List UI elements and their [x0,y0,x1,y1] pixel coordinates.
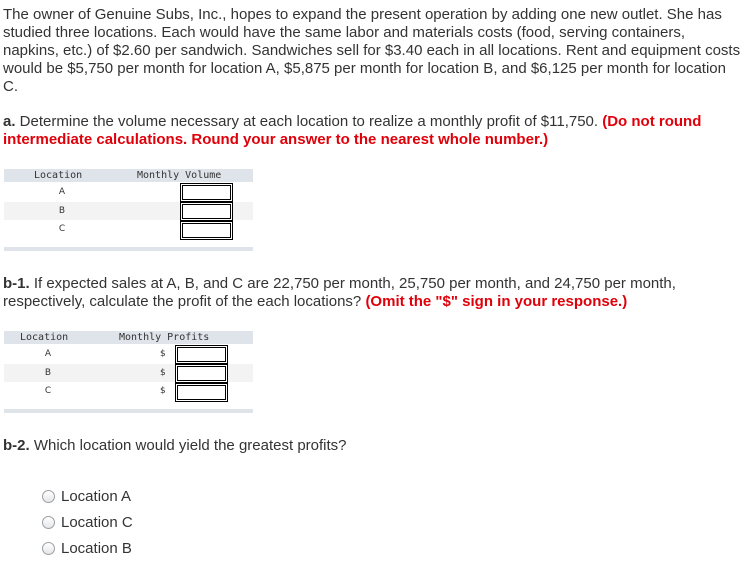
part-a-text: Determine the volume necessary at each location to realize a monthly profit of $11,750. [15,113,603,130]
option-label: Location A [61,488,132,505]
profits-table-footer [4,409,253,413]
location-column-header: Location [34,170,83,181]
volume-table-footer [4,247,253,251]
currency-symbol: $ [160,349,166,359]
location-label-b: B [44,368,52,378]
volume-input-c[interactable] [180,221,233,240]
location-label-c: C [58,224,66,234]
currency-symbol: $ [160,386,166,396]
profit-input-c[interactable] [175,383,228,402]
part-b1-instruction: (Omit the "$" sign in your response.) [365,293,628,310]
monthly-profits-column-header: Monthly Profits [119,332,210,343]
location-label-a: A [44,349,52,359]
location-label-a: A [58,187,66,197]
part-b1-question [3,275,745,311]
volume-table-header [4,169,253,182]
volume-input-b[interactable] [180,202,233,221]
part-b2-question [3,437,745,455]
option-label: Location C [61,514,133,531]
option-label: Location B [61,540,132,557]
part-b2-text: Which location would yield the greatest profits? [29,437,347,454]
location-label-b: B [58,206,66,216]
part-b2-label: b-2. [3,437,30,454]
part-b1-text: If expected sales at A, B, and C are 22,750 per month, 25,750 per month, and 24,750 per month, respectively, calculate the profit of the each locations? [3,275,676,310]
part-a-instruction: (Do not round intermediate calculations. Round your answer to the nearest whole number.) [3,113,702,148]
part-b1-label: b-1. [3,275,30,292]
volume-input-a[interactable] [180,183,233,202]
problem-intro: The owner of Genuine Subs, Inc., hopes to expand the present operation by adding one new outlet. She has studied three locations. Each would have the same labor and materials costs (food, serving containers, napkins, etc.) of $2.60 per sandwich. Sandwiches sell for $3.40 each in all locations. Rent and equipment costs would be $5,750 per month for location A, $5,875 per month for location B, and $6,125 per month for location C. [3,6,741,95]
radio-button-icon[interactable] [42,542,55,555]
part-a-label: a. [3,113,16,130]
radio-button-icon[interactable] [42,516,55,529]
profit-input-b[interactable] [175,364,228,383]
part-a-question [3,113,745,149]
location-label-c: C [44,386,52,396]
currency-symbol: $ [160,368,166,378]
profit-input-a[interactable] [175,345,228,364]
location-column-header: Location [20,332,69,343]
radio-button-icon[interactable] [42,490,55,503]
monthly-volume-column-header: Monthly Volume [137,170,222,181]
profits-table-header [4,331,253,344]
